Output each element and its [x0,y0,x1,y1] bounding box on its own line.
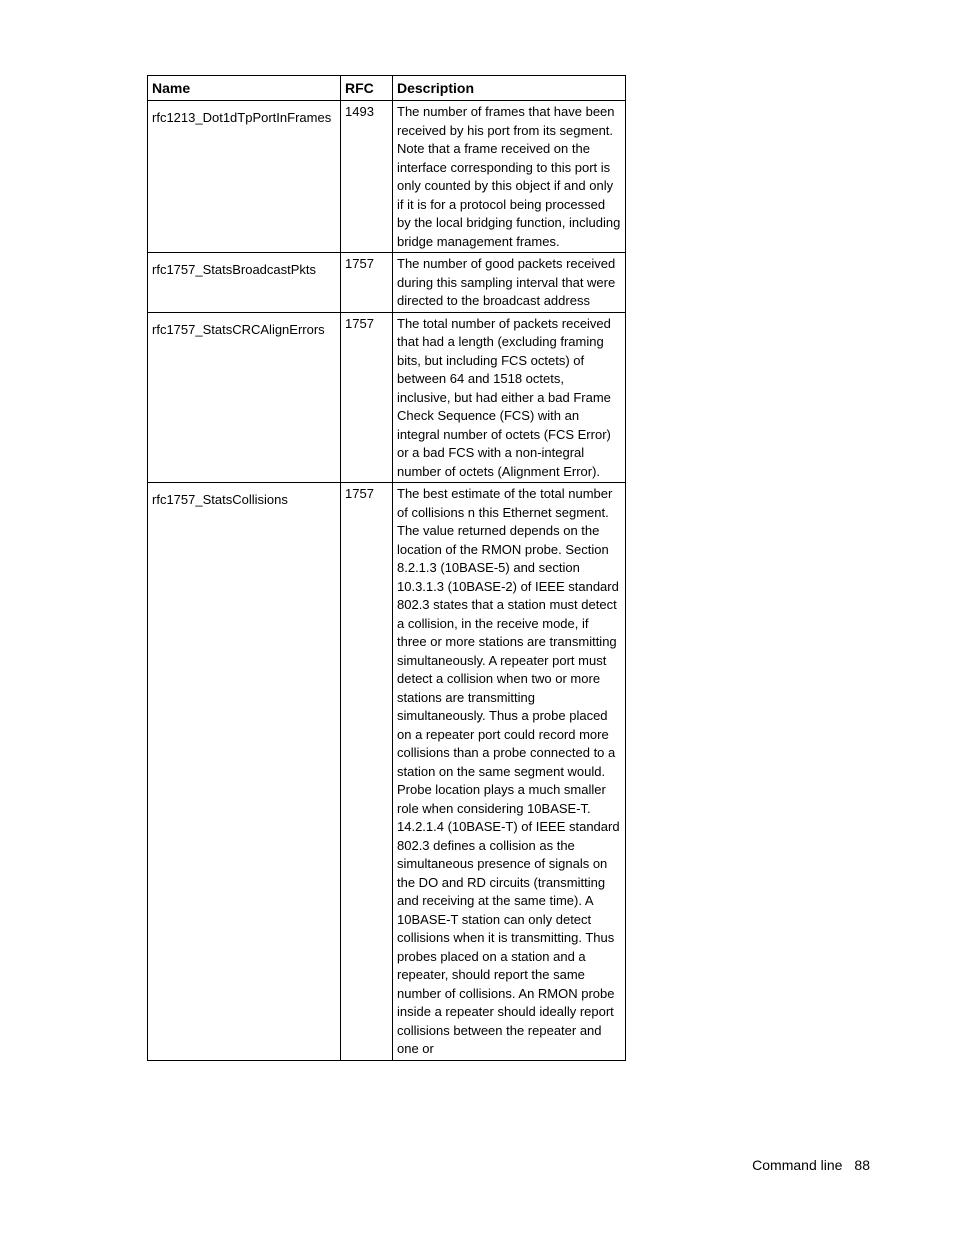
table-header-row [148,76,626,101]
description-paragraph: The total number of packets received that had a length (excluding framing bits, but including FCS octets) of between 64 and 1518 octets, inclusive, but had either a bad Frame Check Sequence (FCS) with an integral number of octets (FCS Error) or a bad FCS with a non-integral number of octets (Alignment Error). [397,315,611,479]
description-paragraph: The number of good packets received during this sampling interval that were directed to the broadcast address [397,256,616,308]
footer-section-title: Command line [752,1157,843,1173]
header-name: Name [148,76,341,101]
row-rfc-cell: 1757 [341,483,393,1061]
table-row [148,483,626,1061]
description-paragraph: Probe location plays a much smaller role when considering 10BASE-T. 14.2.1.4 (10BASE-T) of IEEE standard 802.3 defines a collision as the simultaneous presence of signals on the DO and RD circuits (transmitting and receiving at the same time). A 10BASE-T station can only detect collisions when it is transmitting. Thus probes placed on a station and a repeater, should report the same number of collisions. An RMON probe inside a repeater should ideally report collisions between the repeater and one or [397,782,620,1056]
row-rfc-cell: 1493 [341,101,393,253]
row-rfc-cell: 1757 [341,312,393,483]
header-rfc: RFC [341,76,393,101]
row-description-cell [393,101,626,253]
row-name-cell: rfc1757_StatsBroadcastPkts [148,253,341,313]
table-row [148,312,626,483]
row-description-cell [393,253,626,313]
table-row [148,101,626,253]
row-description-cell [393,483,626,1061]
description-paragraph: The number of frames that have been received by his port from its segment. Note that a frame received on the interface corresponding to this port is only counted by this object if and only if it is for a protocol being processed by the local bridging function, including bridge management frames. [397,104,621,249]
description-paragraph: The best estimate of the total number of collisions n this Ethernet segment. The value returned depends on the location of the RMON probe. Section 8.2.1.3 (10BASE-5) and section 10.3.1.3 (10BASE-2) of IEEE standard 802.3 states that a station must detect a collision, in the receive mode, if three or more stations are transmitting simultaneously. A repeater port must detect a collision when two or more stations are transmitting simultaneously. Thus a probe placed on a repeater port could record more collisions than a probe connected to a station on the same segment would. [397,486,619,779]
header-description: Description [393,76,626,101]
mib-objects-table [147,75,626,1061]
row-rfc-cell: 1757 [341,253,393,313]
row-name-cell: rfc1757_StatsCollisions [148,483,341,1061]
row-name-cell: rfc1213_Dot1dTpPortInFrames [148,101,341,253]
row-name-cell: rfc1757_StatsCRCAlignErrors [148,312,341,483]
footer-page-number: 88 [854,1157,870,1173]
row-description-cell [393,312,626,483]
page-footer [752,1157,870,1173]
table-row [148,253,626,313]
